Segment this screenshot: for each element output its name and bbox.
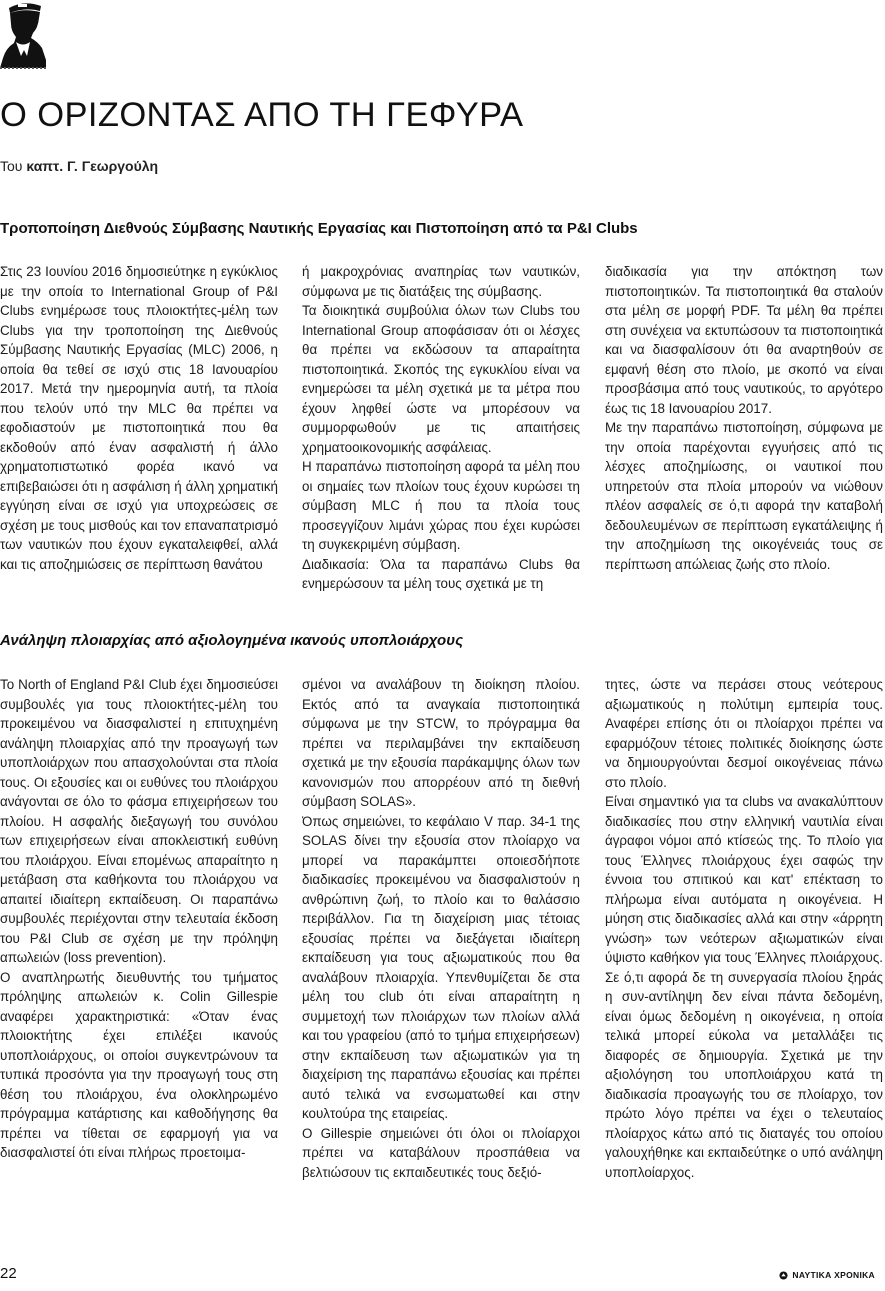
- paragraph: Η παραπάνω πιστοποίηση αφορά τα μέλη που οι σημαίες των πλοίων τους έχουν κυρώσει τη σύμβαση MLC ή που τα πλοία τους προσεγγίζουν λιμάνι χώρας που έχει κυρώσει τη συγκεκριμένη σύμβαση.: [302, 459, 580, 552]
- brand-logo-icon: [779, 1271, 788, 1280]
- paragraph: Στις 23 Ιουνίου 2016 δημοσιεύτηκε η εγκύκλιος με την οποία το International Group of P&I Clubs ενημέρωσε τους πλοιοκτήτες-μέλη των Clubs για την τροποποίηση της Διεθνούς Σύμβασης Ναυτικής Εργασίας (MLC) 2006, η οποία θα τεθεί σε ισχύ στις 18 Ιανουαρίου 2017. Μετά την ημερομηνία αυτή, τα πλοία που τελούν υπό την MLC θα πρέπει να εφοδιαστούν με πιστοποιητικά που θα εκδοθούν από έναν ασφαλιστή ή άλλο χρηματοπιστωτικό φορέα ικανό να επιβεβαιώσει ότι η ασφάλιση ή άλλη χρηματική εγγύηση είναι σε ισχύ για υποχρεώσεις σε σχέση με τους μισθούς και τον επαναπατρισμό των ναυτικών που έχουν εγκαταλειφθεί, αλλά και τις αποζημιώσεις σε περίπτωση θανάτου: [0, 264, 278, 572]
- author-name: καπτ. Γ. Γεωργούλη: [26, 158, 159, 174]
- footer-brand: [779, 1270, 875, 1280]
- paragraph: Τα διοικητικά συμβούλια όλων των Clubs του International Group αποφάσισαν ότι οι λέσχες θα πρέπει να εκδώσουν τα απαραίτητα πιστοποιητικά. Σκοπός της εγκυκλίου είναι να ενημερώσει τα μέλη σχετικά με τα μέτρα που έχουν ληφθεί ώστε να μπορέσουν να συμμορφωθούν με τις απαιτήσεις χρηματοοικονομικής ασφάλειας.: [302, 303, 580, 455]
- paragraph: Είναι σημαντικό για τα clubs να ανακαλύπτουν διαδικασίες που στην ελληνική ναυτιλία είναι άγραφοι νόμοι από κτίσεώς της. Το πλοίο για τους Έλληνες πλοιάρχους έχει σαφώς την έννοια του σπιτικού και κατ' επέκταση το πλήρωμα είναι αυτόματα η οικογένεια. Η μύηση στις διαδικασίες αλλά και στην «άρρητη γνώση» των νεότερων αξιωματικών είναι ύψιστο καθήκον για τους Έλληνες πλοιάρχους. Σε ό,τι αφορά δε τη συνεργασία πλοίου ξηράς η συν-αντίληψη δεν είναι πάντα δεδομένη, είναι όμως δεδομένη η οικογένεια, η οποία τελικά μπορεί εύκολα να μεταλλάξει τις διαφορές σε δημιουργία. Σχετικά με την αξιολόγηση του υποπλοιάρχου κατά τη διαδικασία προαγωγής του σε πλοίαρχο, τον πρώτο λόγο πρέπει να έχει ο τελευταίος πλοίαρχος κάτω από τις διαταγές του οποίου γαλουχήθηκε και εκπαιδεύτηκε ο υπό ανάληψη υποπλοίαρχος.: [605, 794, 883, 1180]
- section-1-heading: Τροποποίηση Διεθνούς Σύμβασης Ναυτικής Εργασίας και Πιστοποίηση από τα P&I Clubs: [0, 220, 638, 237]
- page-title: Ο ΟΡΙΖΟΝΤΑΣ ΑΠΟ ΤΗ ΓΕΦΥΡΑ: [0, 96, 524, 134]
- header-divider: [0, 67, 46, 69]
- paragraph: Το North of England P&I Club έχει δημοσιεύσει συμβουλές για τους πλοιοκτήτες-μέλη του προκειμένου να διασφαλιστεί η επιτυχημένη ανάληψη πλοιαρχίας από την προαγωγή των υποπλοιάρχων που απασχολούνται στα πλοία τους. Οι εξουσίες και οι ευθύνες του πλοιάρχου ανάγονται σε όλο το φάσμα επιχειρήσεων του πλοίου. Η ασφαλής διεξαγωγή του συνόλου των επιχειρήσεων είναι αποκλειστική ευθύνη του πλοιάρχου. Είναι επομένως απαραίτητο η μετάβαση στα καθήκοντα του πλοιάρχου να απαιτεί ιδιαίτερη εκπαίδευση. Οι παραπάνω συμβουλές περιέχονται στην τελευταία έκδοση του P&I Club σε σχέση με την πρόληψη απωλειών (loss prevention).: [0, 677, 278, 965]
- section-1-column-3: [605, 262, 883, 618]
- byline-prefix: Του: [0, 158, 27, 174]
- section-2-heading: Ανάληψη πλοιαρχίας από αξιολογημένα ικανούς υποπλοιάρχους: [0, 632, 464, 649]
- captain-silhouette-icon: [0, 0, 50, 68]
- page-number: 22: [0, 1265, 17, 1282]
- brand-name: ΝΑΥΤΙΚΑ ΧΡΟΝΙΚΑ: [792, 1270, 875, 1280]
- paragraph: Με την παραπάνω πιστοποίηση, σύμφωνα με την οποία παρέχονται εγγυήσεις από τις λέσχες αποζημίωσης, οι ναυτικοί που υπηρετούν στα πλοία μπορούν να νιώθουν πλέον ασφαλείς σε ό,τι αφορά την καταβολή δεδουλευμένων σε περίπτωση εγκατάλειψης ή την αποζημίωση της οικογένειάς τους σε περίπτωση απώλειας ζωής στο πλοίο.: [605, 420, 883, 572]
- section-1-column-2: [302, 262, 580, 618]
- section-2-column-3: [605, 675, 883, 1245]
- section-2-column-1: [0, 675, 278, 1245]
- paragraph: Διαδικασία: Όλα τα παραπάνω Clubs θα ενημερώσουν τα μέλη τους σχετικά με τη: [302, 556, 580, 591]
- paragraph: διαδικασία για την απόκτηση των πιστοποιητικών. Τα πιστοποιητικά θα σταλούν στα μέλη σε μορφή PDF. Τα μέλη θα πρέπει στη συνέχεια να εκτυπώσουν τα πιστοποιητικά και να διασφαλίσουν ότι θα αναρτηθούν σε εμφανή θέση στο πλοίο, με σκοπό να είναι προσβάσιμα από τους ναυτικούς, το αργότερο έως τις 18 Ιανουαρίου 2017.: [605, 264, 883, 416]
- paragraph: σμένοι να αναλάβουν τη διοίκηση πλοίου. Εκτός από τα αναγκαία πιστοποιητικά σύμφωνα με την STCW, το πρόγραμμα θα πρέπει να περιλαμβάνει την εκπαίδευση σχετικά με την εξουσία παράκαμψης όλων των κανονισμών που απορρέουν από τη διεθνή σύμβαση SOLAS».: [302, 677, 580, 809]
- paragraph: Όπως σημειώνει, το κεφάλαιο V παρ. 34-1 της SOLAS δίνει την εξουσία στον πλοίαρχο να μπορεί να παρακάμπτει οποιεσδήποτε διαδικασίες προκειμένου να διασφαλιστούν η ανθρώπινη ζωή, το πλοίο και το θαλάσσιο περιβάλλον. Για τη διαχείριση μιας τέτοιας εξουσίας πρέπει να διεξάγεται ιδιαίτερη εκπαίδευση για τους αξιωματικούς που θα αναλάβουν πλοιαρχία. Υπενθυμίζεται δε στα μέλη του club ότι είναι απαραίτητη η συμμετοχή των πλοιάρχων των πλοίων αλλά και του γραφείου (από το τμήμα επιχειρήσεων) στην εκπαίδευση των αξιωματικών για τη διαχείριση της παραπάνω εξουσίας και πρέπει αυτό τελικά να ενσωματωθεί και στην κουλτούρα της εταιρείας.: [302, 813, 580, 1121]
- section-2-column-2: [302, 675, 580, 1245]
- paragraph: τητες, ώστε να περάσει στους νεότερους αξιωματικούς η πολύτιμη εμπειρία τους. Αναφέρει επίσης ότι οι πλοίαρχοι πρέπει να εφαρμόζουν τέτοιες πολιτικές διοίκησης ώστε να δημιουργούνται δεσμοί οικογένειας πάνω στο πλοίο.: [605, 677, 883, 790]
- paragraph: Ο Gillespie σημειώνει ότι όλοι οι πλοίαρχοι πρέπει να καταβάλουν προσπάθεια να βελτιώσουν τις εκπαιδευτικές τους δεξιό-: [302, 1125, 580, 1180]
- section-1-column-1: [0, 262, 278, 618]
- paragraph: ή μακροχρόνιας αναπηρίας των ναυτικών, σύμφωνα με τις διατάξεις της σύμβασης.: [302, 264, 580, 299]
- paragraph: Ο αναπληρωτής διευθυντής του τμήματος πρόληψης απωλειών κ. Colin Gillespie αναφέρει χαρακτηριστικά: «Όταν ένας πλοιοκτήτης έχει επιλέξει ικανούς υποπλοιάρχους, οι οποίοι συγκεντρώνουν τα τυπικά προσόντα για την προαγωγή τους στη θέση του πλοιάρχου, ένα ολοκληρωμένο πρόγραμμα κατάρτισης και καθοδήγησης θα πρέπει να τίθεται σε εφαρμογή για να διασφαλιστεί ότι είναι πλήρως προετοιμα-: [0, 969, 278, 1160]
- byline: [0, 158, 158, 174]
